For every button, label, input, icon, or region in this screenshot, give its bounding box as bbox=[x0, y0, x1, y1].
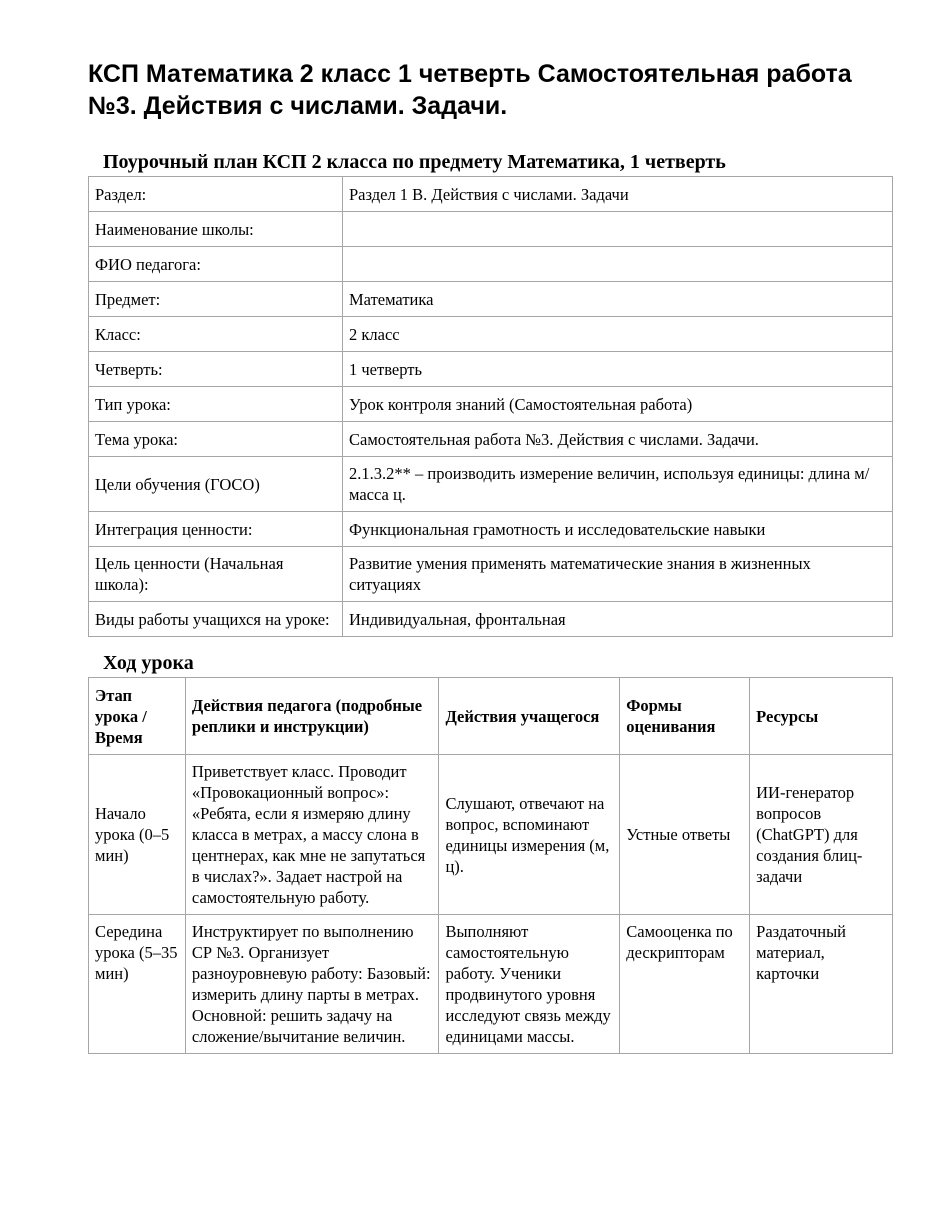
info-key: Раздел: bbox=[89, 177, 343, 212]
info-row bbox=[89, 547, 893, 602]
info-value bbox=[343, 212, 893, 247]
lesson-flow-row-start bbox=[89, 755, 893, 915]
assessment-cell: Устные ответы bbox=[620, 755, 750, 915]
info-key: Класс: bbox=[89, 317, 343, 352]
info-row bbox=[89, 177, 893, 212]
lesson-flow-header-row bbox=[89, 678, 893, 755]
info-key: Интеграция ценности: bbox=[89, 512, 343, 547]
student-actions-cell: Слушают, отвечают на вопрос, вспоминают единицы измерения (м, ц). bbox=[439, 755, 620, 915]
lesson-flow-heading: Ход урока bbox=[103, 652, 194, 674]
resources-cell: ИИ-генератор вопросов (ChatGPT) для создания блиц-задачи bbox=[750, 755, 893, 915]
info-value: Урок контроля знаний (Самостоятельная работа) bbox=[343, 387, 893, 422]
info-value: Раздел 1 В. Действия с числами. Задачи bbox=[343, 177, 893, 212]
header-teacher-actions: Действия педагога (подробные реплики и инструкции) bbox=[185, 678, 439, 755]
teacher-actions-cell: Инструктирует по выполнению СР №3. Организует разноуровневую работу: Базовый: измерить длину парты в метрах. Основной: решить задачу на сложение/вычитание величин. bbox=[185, 915, 439, 1054]
lesson-info-table bbox=[88, 176, 893, 637]
info-row bbox=[89, 422, 893, 457]
header-student-actions: Действия учащегося bbox=[439, 678, 620, 755]
info-value: Математика bbox=[343, 282, 893, 317]
header-assessment: Формы оценивания bbox=[620, 678, 750, 755]
info-key: Цель ценности (Начальная школа): bbox=[89, 547, 343, 602]
plan-heading: Поурочный план КСП 2 класса по предмету Математика, 1 четверть bbox=[103, 151, 726, 173]
info-value: 1 четверть bbox=[343, 352, 893, 387]
info-key: Предмет: bbox=[89, 282, 343, 317]
info-value: Самостоятельная работа №3. Действия с числами. Задачи. bbox=[343, 422, 893, 457]
info-key: ФИО педагога: bbox=[89, 247, 343, 282]
info-row bbox=[89, 212, 893, 247]
teacher-actions-cell: Приветствует класс. Проводит «Провокационный вопрос»: «Ребята, если я измеряю длину класса в метрах, а массу слона в центнерах, как мне не запутаться в числах?». Задает настрой на самостоятельную работу. bbox=[185, 755, 439, 915]
info-row bbox=[89, 247, 893, 282]
info-row bbox=[89, 457, 893, 512]
info-row bbox=[89, 317, 893, 352]
header-resources: Ресурсы bbox=[750, 678, 893, 755]
info-row bbox=[89, 602, 893, 637]
info-key: Тема урока: bbox=[89, 422, 343, 457]
info-value: Функциональная грамотность и исследовательские навыки bbox=[343, 512, 893, 547]
info-value: 2 класс bbox=[343, 317, 893, 352]
info-key: Наименование школы: bbox=[89, 212, 343, 247]
info-key: Цели обучения (ГОСО) bbox=[89, 457, 343, 512]
info-value: Развитие умения применять математические знания в жизненных ситуациях bbox=[343, 547, 893, 602]
resources-cell: Раздаточный материал, карточки bbox=[750, 915, 893, 1054]
lesson-info-body bbox=[89, 177, 893, 637]
info-key: Виды работы учащихся на уроке: bbox=[89, 602, 343, 637]
stage-cell: Начало урока (0–5 мин) bbox=[89, 755, 186, 915]
info-value bbox=[343, 247, 893, 282]
info-key: Тип урока: bbox=[89, 387, 343, 422]
info-key: Четверть: bbox=[89, 352, 343, 387]
document-page bbox=[88, 58, 893, 1054]
info-row bbox=[89, 282, 893, 317]
info-row bbox=[89, 387, 893, 422]
document-title: КСП Математика 2 класс 1 четверть Самостоятельная работа №3. Действия с числами. Задачи. bbox=[88, 60, 852, 120]
lesson-flow-row-middle bbox=[89, 915, 893, 1054]
student-actions-cell: Выполняют самостоятельную работу. Ученики продвинутого уровня исследуют связь между единицами массы. bbox=[439, 915, 620, 1054]
info-row bbox=[89, 352, 893, 387]
header-stage: Этап урока / Время bbox=[89, 678, 186, 755]
info-value: 2.1.3.2** – производить измерение величин, используя единицы: длина м/ масса ц. bbox=[343, 457, 893, 512]
stage-cell: Середина урока (5–35 мин) bbox=[89, 915, 186, 1054]
info-value: Индивидуальная, фронтальная bbox=[343, 602, 893, 637]
lesson-flow-table bbox=[88, 677, 893, 1054]
info-row bbox=[89, 512, 893, 547]
assessment-cell: Самооценка по дескрипторам bbox=[620, 915, 750, 1054]
